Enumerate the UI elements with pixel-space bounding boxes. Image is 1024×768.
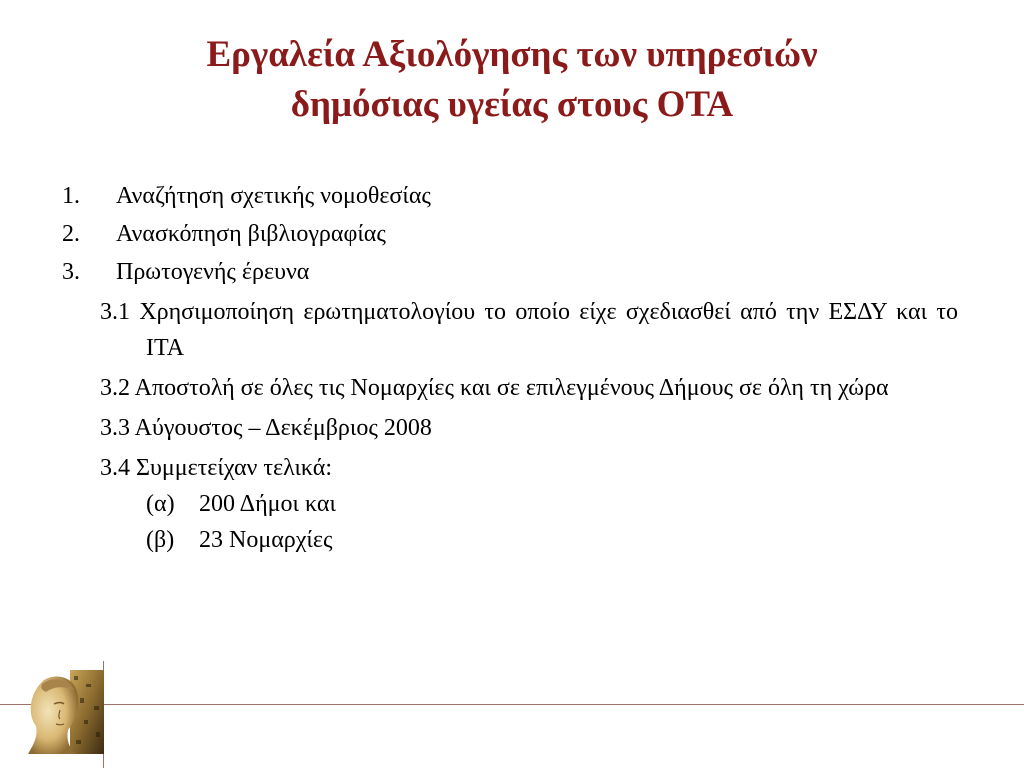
list-item <box>62 215 962 253</box>
list-item-number: 2. <box>62 221 80 247</box>
list-item-text: Αναζήτηση σχετικής νομοθεσίας <box>116 183 431 209</box>
list-item <box>62 177 962 215</box>
choice-item <box>146 522 958 558</box>
choice-text: 23 Νομαρχίες <box>199 527 333 553</box>
sub-list-item: 3.1 Χρησιμοποίηση ερωτηματολογίου το οποίο είχε σχεδιασθεί από την ΕΣΔΥ και το ΙΤΑ <box>100 299 958 361</box>
choice-mark: (α) <box>146 491 175 517</box>
list-item <box>62 253 962 291</box>
numbered-list <box>62 177 962 291</box>
slide-title-line-2: δημόσιας υγείας στους ΟΤΑ <box>290 84 734 125</box>
slide-title-line-1: Εργαλεία Αξιολόγησης των υπηρεσιών <box>206 34 818 75</box>
choice-mark: (β) <box>146 527 175 553</box>
classical-statue-head-icon <box>24 670 104 754</box>
list-item-text: Ανασκόπηση βιβλιογραφίας <box>116 221 386 247</box>
list-item-number: 3. <box>62 259 80 285</box>
choice-text: 200 Δήμοι και <box>199 491 336 517</box>
sub-list-item: 3.3 Αύγουστος – Δεκέμβριος 2008 <box>100 415 432 441</box>
slide-title <box>0 30 1024 130</box>
list-item-number: 1. <box>62 183 80 209</box>
sub-list-item: 3.2 Αποστολή σε όλες τις Νομαρχίες και σε επιλεγμένους Δήμους σε όλη τη χώρα <box>100 375 889 401</box>
sub-list <box>100 294 958 558</box>
footer-horizontal-rule <box>0 704 1024 705</box>
sub-list-item: 3.4 Συμμετείχαν τελικά: <box>100 455 333 481</box>
list-item-text: Πρωτογενής έρευνα <box>116 259 310 285</box>
choice-item <box>146 486 958 522</box>
